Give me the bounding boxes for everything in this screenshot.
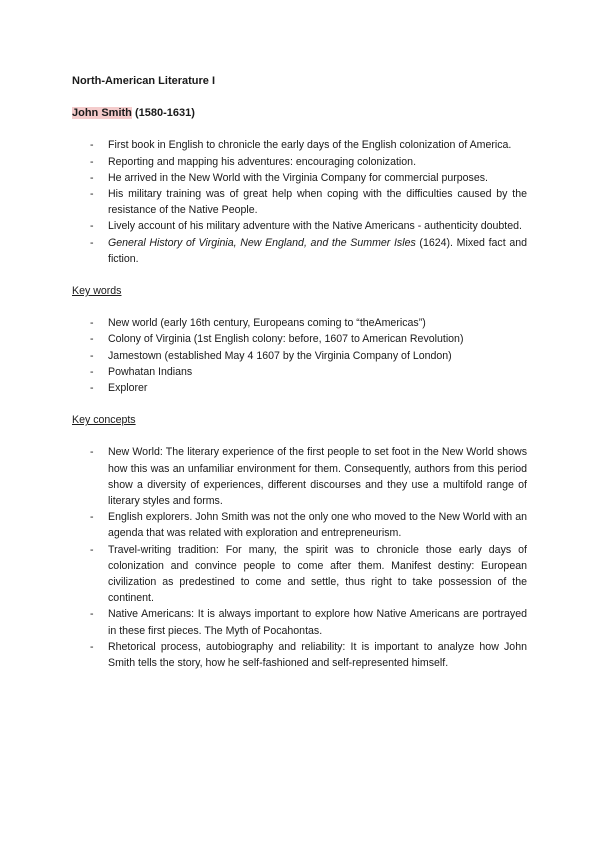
author-heading <box>72 105 527 121</box>
key-words-heading: Key words <box>72 285 122 298</box>
author-name: John Smith <box>72 107 132 120</box>
list-item: - His military training was of great help when coping with the difficulties caused by the resistance of the Native People. <box>72 186 527 218</box>
list-item: - First book in English to chronicle the early days of the English colonization of America. <box>72 137 527 153</box>
key-concepts-list <box>72 444 527 671</box>
list-item: - Lively account of his military adventure with the Native Americans - authenticity doubted. <box>72 218 527 234</box>
key-words-list <box>72 315 527 396</box>
list-item: - New world (early 16th century, Europeans coming to “theAmericas”) <box>72 315 527 331</box>
list-item-book <box>72 235 527 267</box>
list-item: - English explorers. John Smith was not the only one who moved to the New World with an agenda that was related with exploration and entrepreneurism. <box>72 509 527 541</box>
author-dates: (1580-1631) <box>131 107 195 120</box>
list-item: - Explorer <box>72 380 527 396</box>
list-item: - He arrived in the New World with the Virginia Company for commercial purposes. <box>72 170 527 186</box>
book-title: General History of Virginia, New England, and the Summer Isles <box>108 236 416 249</box>
list-item: - New World: The literary experience of the first people to set foot in the New World shows how this was an unfamiliar environment for them. Consequently, authors from this period show a diversity of experiences, different discourses and they use a multifold range of literary styles and forms. <box>72 444 527 509</box>
list-item: - Reporting and mapping his adventures: encouraging colonization. <box>72 154 527 170</box>
list-item: - Jamestown (established May 4 1607 by the Virginia Company of London) <box>72 348 527 364</box>
list-item: - Powhatan Indians <box>72 364 527 380</box>
document-title: North-American Literature I <box>72 75 216 87</box>
list-item: - Native Americans: It is always important to explore how Native Americans are portrayed in these first pieces. The Myth of Pocahontas. <box>72 606 527 638</box>
document-page <box>72 73 527 671</box>
intro-list <box>72 137 527 267</box>
key-concepts-heading: Key concepts <box>72 414 136 427</box>
list-item: - Rhetorical process, autobiography and reliability: It is important to analyze how John Smith tells the story, how he self-fashioned and self-represented himself. <box>72 639 527 671</box>
list-item: - Travel-writing tradition: For many, the spirit was to chronicle those early days of colonization and convince people to come after them. Manifest destiny: European civilization as predestined to come and settle, thus right to take possession of the continent. <box>72 542 527 607</box>
list-item: - Colony of Virginia (1st English colony: before, 1607 to American Revolution) <box>72 331 527 347</box>
book-details: (1624). Mixed fact and fiction. <box>108 236 527 265</box>
